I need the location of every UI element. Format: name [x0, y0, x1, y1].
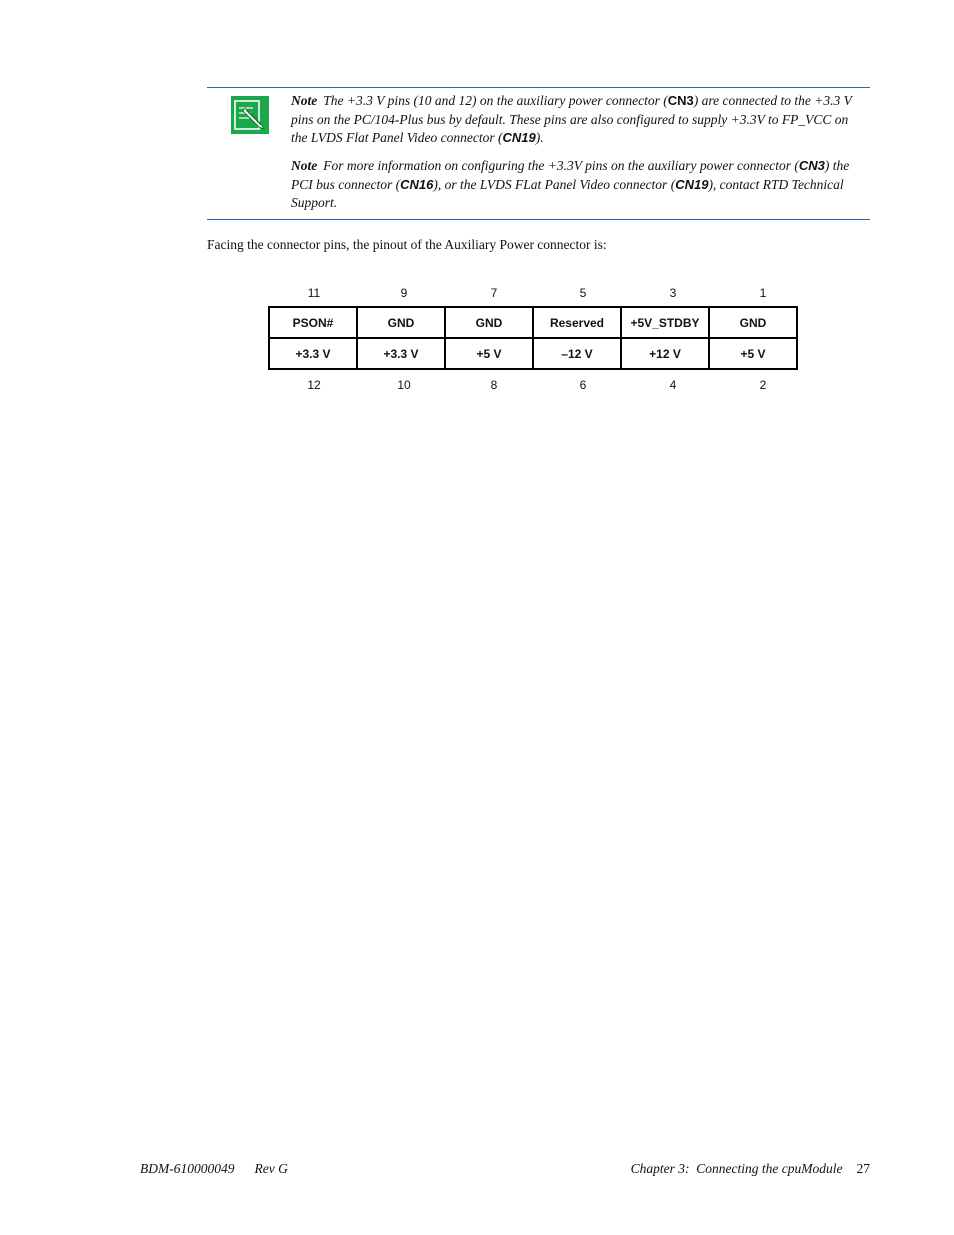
note-text: ), or the LVDS FLat Panel Video connector ( — [433, 176, 676, 192]
note-box — [207, 87, 870, 220]
pinout-table — [268, 306, 798, 370]
pin-number: 9 — [400, 286, 408, 300]
pin-cell: –12 V — [533, 338, 621, 369]
footer-left — [140, 1161, 288, 1177]
pin-cell: +12 V — [621, 338, 709, 369]
pin-number: 7 — [490, 286, 498, 300]
pin-cell: Reserved — [533, 307, 621, 338]
note-text: For more information on configuring the +3.3V pins on the auxiliary power connector ( — [323, 158, 799, 173]
pin-number: 6 — [579, 378, 587, 392]
note-1 — [291, 92, 865, 148]
pin-number: 3 — [669, 286, 677, 300]
pin-number: 12 — [307, 378, 321, 392]
note-text: The +3.3 V pins (10 and 12) on the auxiliary power connector ( — [323, 93, 668, 108]
note-text: ). — [535, 130, 544, 146]
pin-number: 2 — [759, 378, 767, 392]
pin-cell: GND — [445, 307, 533, 338]
connector-ref: CN3 — [667, 93, 694, 108]
intro-text: Facing the connector pins, the pinout of the Auxiliary Power connector is: — [207, 237, 607, 252]
note-text: ) the PCI bus connector ( — [291, 158, 850, 192]
pin-number: 8 — [490, 378, 498, 392]
connector-ref: CN19 — [502, 130, 536, 146]
pin-cell: PSON# — [269, 307, 357, 338]
pin-number: 1 — [759, 286, 767, 300]
connector-ref: CN19 — [675, 176, 709, 192]
table-row — [269, 307, 797, 338]
chapter-title: Chapter 3: Connecting the cpuModule — [630, 1161, 843, 1176]
pin-number: 10 — [397, 378, 411, 392]
pin-cell: +5V_STDBY — [621, 307, 709, 338]
pin-cell: GND — [709, 307, 797, 338]
table-row — [269, 338, 797, 369]
pin-cell: +5 V — [709, 338, 797, 369]
note-text: ), contact RTD Technical Support. — [291, 176, 844, 211]
pin-cell: GND — [357, 307, 445, 338]
pin-number: 5 — [579, 286, 587, 300]
pin-cell: +5 V — [445, 338, 533, 369]
pin-cell: +3.3 V — [269, 338, 357, 369]
pin-cell: +3.3 V — [357, 338, 445, 369]
pencil-note-icon — [231, 96, 269, 134]
footer-right — [631, 1161, 870, 1177]
connector-ref: CN16 — [400, 176, 434, 192]
doc-id: BDM-610000049 — [140, 1161, 235, 1176]
revision: Rev G — [254, 1161, 288, 1176]
connector-ref: CN3 — [798, 158, 825, 173]
page-number: 27 — [856, 1161, 870, 1176]
note-2 — [291, 157, 865, 213]
pin-number: 4 — [669, 378, 677, 392]
note-lead: Note — [291, 158, 318, 173]
pin-number: 11 — [307, 286, 321, 300]
note-lead: Note — [291, 93, 318, 108]
note-text: ) are connected to the +3.3 V pins on the PC/104-Plus bus by default. These pins are also configured to supply +3.3V to FP_VCC on the LVDS Flat Panel Video connector ( — [291, 93, 852, 146]
